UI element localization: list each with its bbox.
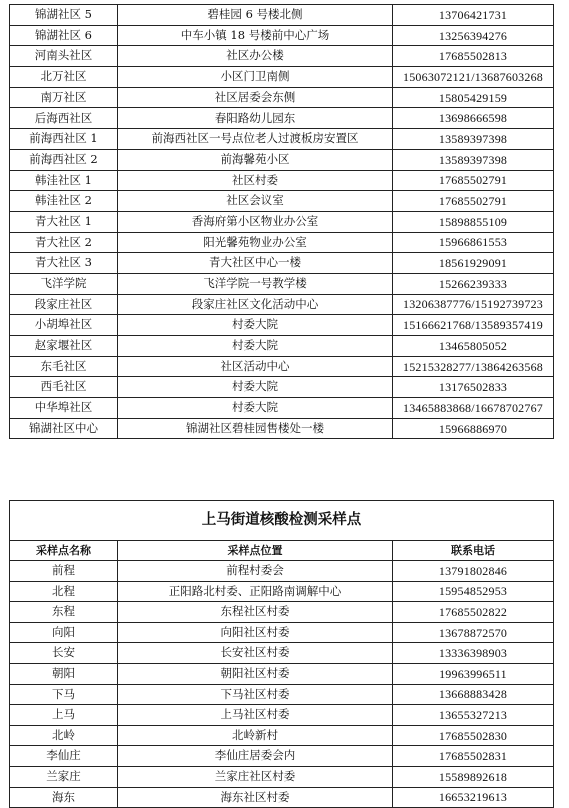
site-location-cell: 青大社区中心一楼 — [118, 253, 393, 274]
site-location-cell: 阳光馨苑物业办公室 — [118, 232, 393, 253]
table-row — [10, 602, 554, 623]
phone-cell: 13668883428 — [393, 684, 554, 705]
phone-cell: 13589397398 — [393, 129, 554, 150]
table-row — [10, 170, 554, 191]
table-1-body — [10, 5, 554, 439]
header-phone: 联系电话 — [393, 541, 554, 561]
phone-cell: 13465883868/16678702767 — [393, 398, 554, 419]
site-name-cell: 赵家堰社区 — [10, 336, 118, 357]
site-location-cell: 兰家庄社区村委 — [118, 766, 393, 787]
table-row — [10, 787, 554, 808]
table-row — [10, 684, 554, 705]
table-row — [10, 294, 554, 315]
site-name-cell: 青大社区 2 — [10, 232, 118, 253]
table-row — [10, 149, 554, 170]
site-location-cell: 春阳路幼儿园东 — [118, 108, 393, 129]
site-location-cell: 东程社区村委 — [118, 602, 393, 623]
phone-cell: 15063072121/13687603268 — [393, 67, 554, 88]
site-location-cell: 村委大院 — [118, 336, 393, 357]
phone-cell: 13706421731 — [393, 5, 554, 26]
phone-cell: 17685502813 — [393, 46, 554, 67]
site-name-cell: 兰家庄 — [10, 766, 118, 787]
phone-cell: 16653219613 — [393, 787, 554, 808]
site-name-cell: 锦湖社区中心 — [10, 418, 118, 439]
table-row — [10, 746, 554, 767]
site-name-cell: 飞洋学院 — [10, 273, 118, 294]
table-row — [10, 766, 554, 787]
phone-cell: 17685502831 — [393, 746, 554, 767]
table-row — [10, 67, 554, 88]
table-row — [10, 705, 554, 726]
site-location-cell: 社区办公楼 — [118, 46, 393, 67]
site-location-cell: 海东社区村委 — [118, 787, 393, 808]
sampling-sites-table-1 — [9, 4, 554, 439]
table-row — [10, 5, 554, 26]
site-name-cell: 韩洼社区 2 — [10, 191, 118, 212]
site-name-cell: 东毛社区 — [10, 356, 118, 377]
table-row — [10, 561, 554, 582]
site-location-cell: 社区活动中心 — [118, 356, 393, 377]
site-name-cell: 前程 — [10, 561, 118, 582]
phone-cell: 15898855109 — [393, 211, 554, 232]
site-name-cell: 青大社区 3 — [10, 253, 118, 274]
table-row — [10, 232, 554, 253]
phone-cell: 13256394276 — [393, 25, 554, 46]
site-location-cell: 社区会议室 — [118, 191, 393, 212]
site-name-cell: 北程 — [10, 581, 118, 602]
phone-cell: 15966886970 — [393, 418, 554, 439]
site-name-cell: 青大社区 1 — [10, 211, 118, 232]
table-row — [10, 191, 554, 212]
site-name-cell: 韩洼社区 1 — [10, 170, 118, 191]
site-location-cell: 村委大院 — [118, 398, 393, 419]
phone-cell: 15215328277/13864263568 — [393, 356, 554, 377]
table-2-body — [10, 561, 554, 808]
phone-cell: 13791802846 — [393, 561, 554, 582]
site-location-cell: 社区村委 — [118, 170, 393, 191]
phone-cell: 17685502791 — [393, 191, 554, 212]
table-row — [10, 663, 554, 684]
table-row — [10, 25, 554, 46]
table-row — [10, 336, 554, 357]
table-row — [10, 211, 554, 232]
table-row — [10, 643, 554, 664]
site-name-cell: 段家庄社区 — [10, 294, 118, 315]
phone-cell: 17685502830 — [393, 725, 554, 746]
phone-cell: 15166621768/13589357419 — [393, 315, 554, 336]
table-row — [10, 273, 554, 294]
site-name-cell: 向阳 — [10, 622, 118, 643]
site-location-cell: 锦湖社区碧桂园售楼处一楼 — [118, 418, 393, 439]
header-row — [10, 541, 554, 561]
site-location-cell: 香海府第小区物业办公室 — [118, 211, 393, 232]
site-location-cell: 村委大院 — [118, 377, 393, 398]
site-location-cell: 长安社区村委 — [118, 643, 393, 664]
phone-cell: 15266239333 — [393, 273, 554, 294]
phone-cell: 13176502833 — [393, 377, 554, 398]
site-name-cell: 锦湖社区 6 — [10, 25, 118, 46]
site-location-cell: 向阳社区村委 — [118, 622, 393, 643]
site-location-cell: 村委大院 — [118, 315, 393, 336]
phone-cell: 13678872570 — [393, 622, 554, 643]
site-location-cell: 小区门卫南侧 — [118, 67, 393, 88]
site-location-cell: 朝阳社区村委 — [118, 663, 393, 684]
site-location-cell: 北岭新村 — [118, 725, 393, 746]
phone-cell: 13206387776/15192739723 — [393, 294, 554, 315]
phone-cell: 15805429159 — [393, 87, 554, 108]
table-2-head — [10, 501, 554, 561]
table-title: 上马街道核酸检测采样点 — [10, 501, 554, 541]
table-title-row — [10, 501, 554, 541]
site-location-cell: 前海馨苑小区 — [118, 149, 393, 170]
table-row — [10, 315, 554, 336]
site-name-cell: 朝阳 — [10, 663, 118, 684]
site-location-cell: 上马社区村委 — [118, 705, 393, 726]
phone-cell: 13698666598 — [393, 108, 554, 129]
site-location-cell: 李仙庄居委会内 — [118, 746, 393, 767]
header-site-name: 采样点名称 — [10, 541, 118, 561]
table-row — [10, 398, 554, 419]
site-name-cell: 长安 — [10, 643, 118, 664]
site-location-cell: 飞洋学院一号教学楼 — [118, 273, 393, 294]
site-name-cell: 北岭 — [10, 725, 118, 746]
site-name-cell: 南万社区 — [10, 87, 118, 108]
shangma-sampling-sites-table — [9, 500, 554, 808]
site-location-cell: 中车小镇 18 号楼前中心广场 — [118, 25, 393, 46]
phone-cell: 13589397398 — [393, 149, 554, 170]
site-location-cell: 下马社区村委 — [118, 684, 393, 705]
phone-cell: 15589892618 — [393, 766, 554, 787]
header-site-location: 采样点位置 — [118, 541, 393, 561]
phone-cell: 13465805052 — [393, 336, 554, 357]
site-name-cell: 后海西社区 — [10, 108, 118, 129]
site-name-cell: 河南头社区 — [10, 46, 118, 67]
phone-cell: 17685502791 — [393, 170, 554, 191]
site-location-cell: 前海西社区一号点位老人过渡板房安置区 — [118, 129, 393, 150]
site-name-cell: 海东 — [10, 787, 118, 808]
table-row — [10, 418, 554, 439]
site-name-cell: 上马 — [10, 705, 118, 726]
site-location-cell: 碧桂园 6 号楼北侧 — [118, 5, 393, 26]
site-location-cell: 前程村委会 — [118, 561, 393, 582]
table-row — [10, 46, 554, 67]
site-name-cell: 东程 — [10, 602, 118, 623]
table-row — [10, 377, 554, 398]
phone-cell: 19963996511 — [393, 663, 554, 684]
phone-cell: 13336398903 — [393, 643, 554, 664]
site-name-cell: 下马 — [10, 684, 118, 705]
site-name-cell: 北万社区 — [10, 67, 118, 88]
site-name-cell: 中华埠社区 — [10, 398, 118, 419]
table-row — [10, 129, 554, 150]
table-row — [10, 581, 554, 602]
site-name-cell: 李仙庄 — [10, 746, 118, 767]
phone-cell: 15954852953 — [393, 581, 554, 602]
site-name-cell: 西毛社区 — [10, 377, 118, 398]
table-row — [10, 356, 554, 377]
site-location-cell: 正阳路北村委、正阳路南调解中心 — [118, 581, 393, 602]
phone-cell: 17685502822 — [393, 602, 554, 623]
phone-cell: 15966861553 — [393, 232, 554, 253]
table-row — [10, 108, 554, 129]
site-name-cell: 前海西社区 1 — [10, 129, 118, 150]
site-name-cell: 小胡埠社区 — [10, 315, 118, 336]
table-row — [10, 87, 554, 108]
table-row — [10, 253, 554, 274]
site-location-cell: 社区居委会东侧 — [118, 87, 393, 108]
phone-cell: 18561929091 — [393, 253, 554, 274]
site-location-cell: 段家庄社区文化活动中心 — [118, 294, 393, 315]
site-name-cell: 前海西社区 2 — [10, 149, 118, 170]
table-row — [10, 725, 554, 746]
phone-cell: 13655327213 — [393, 705, 554, 726]
site-name-cell: 锦湖社区 5 — [10, 5, 118, 26]
table-row — [10, 622, 554, 643]
